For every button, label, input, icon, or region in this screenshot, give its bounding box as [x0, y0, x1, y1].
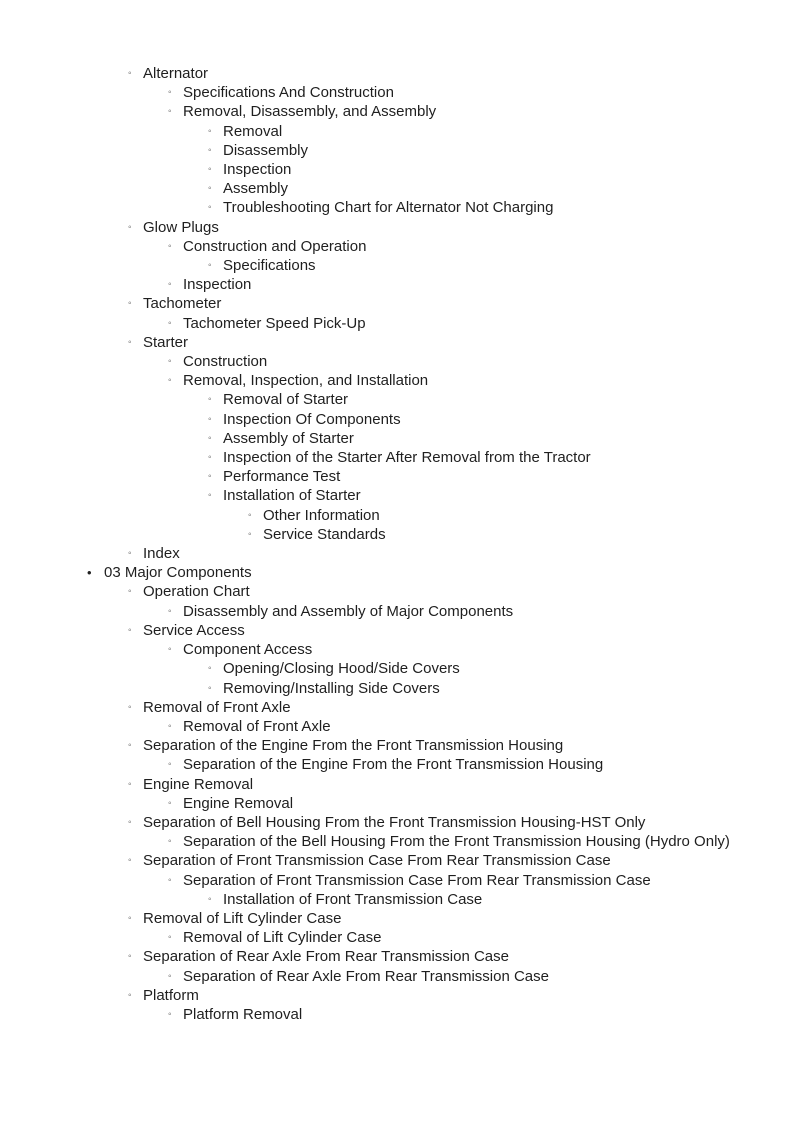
bullet-hollow-icon: ◦	[168, 836, 172, 848]
bullet-hollow-icon: ◦	[208, 893, 212, 905]
bullet-hollow-icon: ◦	[208, 144, 212, 156]
toc-item-label: Operation Chart	[143, 583, 250, 601]
bullet-hollow-icon: ◦	[128, 912, 132, 924]
toc-item-label: Specifications	[223, 257, 316, 275]
toc-item-label: Separation of Front Transmission Case From Rear Transmission Case	[143, 852, 611, 870]
toc-item[interactable]	[0, 851, 794, 870]
toc-item[interactable]	[0, 333, 794, 352]
bullet-hollow-icon: ◦	[168, 605, 172, 617]
bullet-hollow-icon: ◦	[168, 720, 172, 732]
bullet-hollow-icon: ◦	[208, 260, 212, 272]
toc-item-label: Removal of Lift Cylinder Case	[183, 929, 382, 947]
bullet-hollow-icon: ◦	[168, 317, 172, 329]
toc-item-label: Installation of Front Transmission Case	[223, 890, 483, 908]
toc-item-label: Removing/Installing Side Covers	[223, 679, 440, 697]
bullet-hollow-icon: ◦	[208, 394, 212, 406]
toc-item-label: Troubleshooting Chart for Alternator Not Charging	[223, 199, 554, 217]
bullet-hollow-icon: ◦	[128, 740, 132, 752]
toc-item[interactable]	[0, 467, 794, 486]
toc-item-label: Separation of Front Transmission Case From Rear Transmission Case	[183, 871, 651, 889]
bullet-hollow-icon: ◦	[168, 87, 172, 99]
toc-item[interactable]	[0, 294, 794, 313]
toc-item-label: Engine Removal	[183, 794, 294, 812]
toc-item[interactable]	[0, 256, 794, 275]
toc-item-label: Separation of the Bell Housing From the Front Transmission Housing (Hydro Only)	[183, 833, 730, 851]
toc-item-label: Specifications And Construction	[183, 84, 394, 102]
toc-item[interactable]	[0, 83, 794, 102]
bullet-hollow-icon: ◦	[168, 240, 172, 252]
bullet-hollow-icon: ◦	[168, 970, 172, 982]
bullet-hollow-icon: ◦	[128, 855, 132, 867]
bullet-hollow-icon: ◦	[208, 682, 212, 694]
toc-item-label: Glow Plugs	[143, 218, 219, 236]
bullet-hollow-icon: ◦	[128, 701, 132, 713]
toc-item[interactable]	[0, 448, 794, 467]
bullet-hollow-icon: ◦	[168, 874, 172, 886]
bullet-hollow-icon: ◦	[208, 663, 212, 675]
toc-item[interactable]	[0, 794, 794, 813]
toc-item[interactable]	[0, 314, 794, 333]
toc-item[interactable]	[0, 621, 794, 640]
toc-item-label: Service Standards	[263, 525, 386, 543]
bullet-hollow-icon: ◦	[128, 336, 132, 348]
toc-item[interactable]	[0, 698, 794, 717]
bullet-hollow-icon: ◦	[168, 279, 172, 291]
toc-item[interactable]	[0, 218, 794, 237]
toc-item-label: Platform Removal	[183, 1005, 303, 1023]
bullet-hollow-icon: ◦	[168, 1008, 172, 1020]
bullet-hollow-icon: ◦	[128, 778, 132, 790]
toc-item[interactable]	[0, 390, 794, 409]
bullet-hollow-icon: ◦	[168, 106, 172, 118]
bullet-hollow-icon: ◦	[168, 797, 172, 809]
toc-item-label: Index	[143, 545, 180, 563]
toc-item[interactable]	[0, 275, 794, 294]
toc-item-label: Construction	[183, 353, 268, 371]
bullet-filled-icon: •	[87, 565, 92, 581]
bullet-hollow-icon: ◦	[128, 624, 132, 636]
toc-item[interactable]	[0, 813, 794, 832]
toc-item[interactable]	[0, 717, 794, 736]
toc-item-label: Inspection of the Starter After Removal from the Tractor	[223, 449, 591, 467]
bullet-hollow-icon: ◦	[208, 125, 212, 137]
toc-item-label: Separation of Bell Housing From the Front Transmission Housing-HST Only	[143, 813, 646, 831]
toc-item-label: Removal, Inspection, and Installation	[183, 372, 429, 390]
toc-item-label: Separation of Rear Axle From Rear Transmission Case	[183, 967, 549, 985]
toc-item-label: Opening/Closing Hood/Side Covers	[223, 660, 460, 678]
bullet-hollow-icon: ◦	[208, 490, 212, 502]
bullet-hollow-icon: ◦	[128, 951, 132, 963]
toc-item[interactable]	[0, 64, 794, 83]
toc-item-label: Assembly	[223, 180, 289, 198]
toc-item[interactable]	[0, 525, 794, 544]
toc-item-label: Inspection	[223, 161, 292, 179]
toc-item-label: Assembly of Starter	[223, 429, 354, 447]
toc-section[interactable]	[0, 563, 794, 582]
bullet-hollow-icon: ◦	[208, 164, 212, 176]
toc-item[interactable]	[0, 371, 794, 390]
toc-item-label: Removal	[223, 122, 283, 140]
bullet-hollow-icon: ◦	[128, 586, 132, 598]
toc-item[interactable]	[0, 544, 794, 563]
bullet-hollow-icon: ◦	[128, 298, 132, 310]
toc-item-label: Construction and Operation	[183, 237, 367, 255]
toc-item-label: Separation of the Engine From the Front Transmission Housing	[143, 737, 564, 755]
bullet-hollow-icon: ◦	[128, 816, 132, 828]
bullet-hollow-icon: ◦	[128, 548, 132, 560]
bullet-hollow-icon: ◦	[168, 932, 172, 944]
bullet-hollow-icon: ◦	[168, 759, 172, 771]
toc-item-label: Installation of Starter	[223, 487, 361, 505]
toc-item-label: Separation of Rear Axle From Rear Transmission Case	[143, 948, 509, 966]
toc-item-label: Engine Removal	[143, 775, 254, 793]
toc-item[interactable]	[0, 102, 794, 121]
toc-item-label: Removal of Front Axle	[143, 698, 291, 716]
bullet-hollow-icon: ◦	[208, 183, 212, 195]
toc-item[interactable]	[0, 141, 794, 160]
toc-item-label: Removal of Starter	[223, 391, 349, 409]
bullet-hollow-icon: ◦	[128, 68, 132, 79]
toc-item[interactable]	[0, 198, 794, 217]
toc-item[interactable]	[0, 410, 794, 429]
table-of-contents	[0, 64, 794, 1024]
toc-item[interactable]	[0, 736, 794, 755]
toc-item-label: Removal, Disassembly, and Assembly	[183, 103, 437, 121]
toc-item-label: Inspection Of Components	[223, 410, 401, 428]
bullet-hollow-icon: ◦	[208, 202, 212, 214]
toc-item-label: Starter	[143, 333, 189, 351]
bullet-hollow-icon: ◦	[208, 471, 212, 483]
bullet-hollow-icon: ◦	[168, 356, 172, 368]
bullet-hollow-icon: ◦	[248, 509, 252, 521]
toc-item-label: Service Access	[143, 621, 245, 639]
toc-item[interactable]	[0, 659, 794, 678]
bullet-hollow-icon: ◦	[168, 375, 172, 387]
toc-item-label: Tachometer	[143, 295, 222, 313]
bullet-hollow-icon: ◦	[208, 413, 212, 425]
toc-item[interactable]	[0, 582, 794, 601]
toc-item-label: Alternator	[143, 65, 209, 82]
toc-item[interactable]	[0, 871, 794, 890]
toc-item[interactable]	[0, 506, 794, 525]
toc-item[interactable]	[0, 986, 794, 1005]
toc-item-label: Removal of Front Axle	[183, 717, 331, 735]
toc-item-label: Tachometer Speed Pick-Up	[183, 314, 366, 332]
bullet-hollow-icon: ◦	[128, 221, 132, 233]
toc-item[interactable]	[0, 928, 794, 947]
toc-item[interactable]	[0, 179, 794, 198]
toc-item[interactable]	[0, 755, 794, 774]
bullet-hollow-icon: ◦	[208, 432, 212, 444]
toc-item-label: Disassembly and Assembly of Major Components	[183, 602, 514, 620]
toc-item[interactable]	[0, 890, 794, 909]
toc-item-label: Performance Test	[223, 468, 341, 486]
bullet-hollow-icon: ◦	[248, 528, 252, 540]
toc-item[interactable]	[0, 775, 794, 794]
toc-item[interactable]	[0, 640, 794, 659]
toc-item[interactable]	[0, 429, 794, 448]
toc-item[interactable]	[0, 967, 794, 986]
bullet-hollow-icon: ◦	[168, 644, 172, 656]
toc-item[interactable]	[0, 237, 794, 256]
bullet-hollow-icon: ◦	[208, 452, 212, 464]
toc-item[interactable]	[0, 602, 794, 621]
toc-item-label: Inspection	[183, 276, 252, 294]
bullet-hollow-icon: ◦	[128, 989, 132, 1001]
toc-item[interactable]	[0, 832, 794, 851]
toc-item[interactable]	[0, 160, 794, 179]
toc-item-label: Other Information	[263, 506, 380, 524]
toc-item-label: Removal of Lift Cylinder Case	[143, 909, 342, 927]
toc-item[interactable]	[0, 1005, 794, 1024]
toc-item[interactable]	[0, 909, 794, 928]
toc-item-label: 03 Major Components	[104, 564, 252, 582]
toc-item-label: Disassembly	[223, 141, 309, 159]
toc-item[interactable]	[0, 122, 794, 141]
toc-item-label: Platform	[143, 986, 199, 1004]
toc-item[interactable]	[0, 486, 794, 505]
toc-item[interactable]	[0, 679, 794, 698]
toc-item-label: Component Access	[183, 641, 313, 659]
toc-item[interactable]	[0, 947, 794, 966]
toc-item-label: Separation of the Engine From the Front Transmission Housing	[183, 756, 604, 774]
toc-item[interactable]	[0, 352, 794, 371]
